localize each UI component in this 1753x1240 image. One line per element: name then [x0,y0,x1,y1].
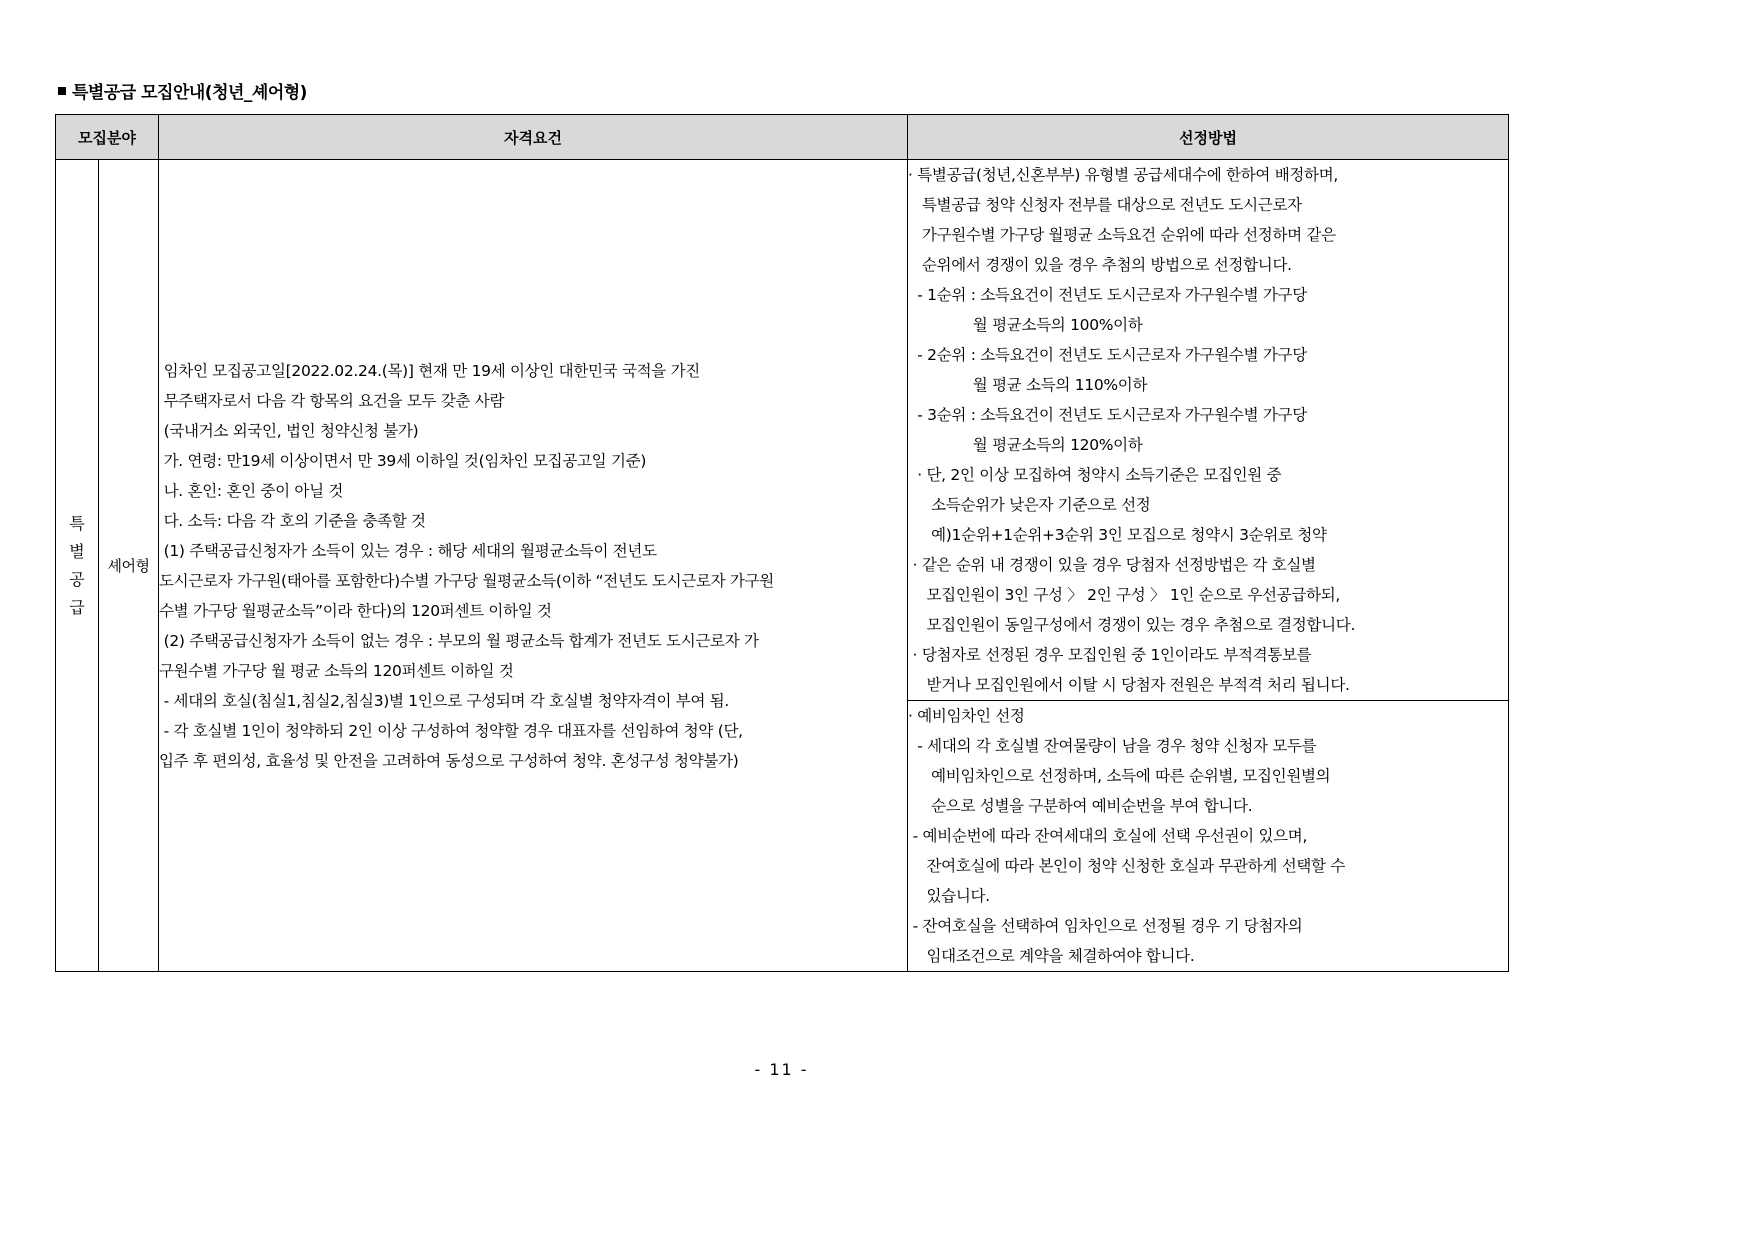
reserve-line: 임대조건으로 계약을 체결하여야 합니다. [908,947,1195,965]
category-vertical-label [56,160,99,972]
qualification-line: (1) 주택공급신청자가 소득이 있는 경우 : 해당 세대의 월평균소득이 전년도 [159,541,657,560]
selection-line: · 단, 2인 이상 모집하여 청약시 소득기준은 모집인원 중 [908,466,1282,484]
selection-line: 받거나 모집인원에서 이탈 시 당첨자 전원은 부적격 처리 됩니다. [908,676,1350,694]
reserve-line: - 예비순번에 따라 잔여세대의 호실에 선택 우선권이 있으며, [908,827,1308,845]
type-cell: 셰어형 [99,160,159,972]
recruitment-table [55,114,1509,972]
qualification-line: 무주택자로서 다음 각 항목의 요건을 모두 갖춘 사람 [159,391,505,410]
category-char: 별 [69,541,85,561]
selection-line: 모집인원이 동일구성에서 경쟁이 있는 경우 추첨으로 결정합니다. [908,616,1356,634]
page-number: - 11 - [754,1060,809,1079]
qualification-line: - 세대의 호실(침실1,침실2,침실3)별 1인으로 구성되며 각 호실별 청약자격이 부여 됨. [159,691,730,710]
reserve-line: 예비임차인으로 선정하며, 소득에 따른 순위별, 모집인원별의 [908,767,1331,785]
qualification-line: (국내거소 외국인, 법인 청약신청 불가) [159,421,419,440]
selection-line: 소득순위가 낮은자 기준으로 선정 [908,496,1151,514]
selection-line: - 2순위 : 소득요건이 전년도 도시근로자 가구원수별 가구당 [908,346,1307,364]
selection-line: 예)1순위+1순위+3순위 3인 모집으로 청약시 3순위로 청약 [908,526,1327,544]
reserve-line: - 잔여호실을 선택하여 임차인으로 선정될 경우 기 당첨자의 [908,917,1303,935]
qualification-line: - 각 호실별 1인이 청약하되 2인 이상 구성하여 청약할 경우 대표자를 선임하여 청약 (단, [159,721,743,740]
reserve-line: · 예비임차인 선정 [908,707,1025,725]
header-category: 모집분야 [56,115,159,160]
qualification-line: 가. 연령: 만19세 이상이면서 만 39세 이하일 것(임차인 모집공고일 기준) [159,451,647,470]
reserve-line: 순으로 성별을 구분하여 예비순번을 부여 합니다. [908,797,1253,815]
selection-line: · 같은 순위 내 경쟁이 있을 경우 당첨자 선정방법은 각 호실별 [908,556,1316,574]
header-selection: 선정방법 [908,115,1509,160]
selection-line: · 특별공급(청년,신혼부부) 유형별 공급세대수에 한하여 배정하며, [908,166,1339,184]
reserve-line: - 세대의 각 호실별 잔여물량이 남을 경우 청약 신청자 모두를 [908,737,1317,755]
qualification-line: 다. 소득: 다음 각 호의 기준을 충족할 것 [159,511,426,530]
selection-line: 특별공급 청약 신청자 전부를 대상으로 전년도 도시근로자 [908,196,1302,214]
selection-line: 월 평균 소득의 110%이하 [908,376,1148,394]
qualification-line: 입주 후 편의성, 효율성 및 안전을 고려하여 동성으로 구성하여 청약. 혼성구성 청약불가) [159,751,739,770]
category-char: 공 [69,569,85,589]
selection-line: · 당첨자로 선정된 경우 모집인원 중 1인이라도 부적격통보를 [908,646,1312,664]
reserve-line: 잔여호실에 따라 본인이 청약 신청한 호실과 무관하게 선택할 수 [908,857,1346,875]
qualification-line: 임차인 모집공고일[2022.02.24.(목)] 현재 만 19세 이상인 대한민국 국적을 가진 [159,361,700,380]
table-header-row [56,115,1509,160]
selection-line: 순위에서 경쟁이 있을 경우 추첨의 방법으로 선정합니다. [908,256,1292,274]
selection-method-cell [908,160,1509,701]
section-heading-text: 특별공급 모집안내(청년_셰어형) [72,83,307,103]
qualification-line: 수별 가구당 월평균소득”이라 한다)의 120퍼센트 이하일 것 [159,601,552,620]
reserve-line: 있습니다. [908,887,990,905]
square-bullet-icon [58,87,66,95]
category-char: 급 [69,597,85,617]
qualification-line: 도시근로자 가구원(태아를 포함한다)수별 가구당 월평균소득(이하 “전년도 도시근로자 가구원 [159,571,774,590]
selection-line: 모집인원이 3인 구성 〉 2인 구성 〉 1인 순으로 우선공급하되, [908,586,1340,604]
category-char: 특 [69,513,85,533]
selection-line: 가구원수별 가구당 월평균 소득요건 순위에 따라 선정하며 같은 [908,226,1336,244]
qualification-line: 나. 혼인: 혼인 중이 아닐 것 [159,481,344,500]
header-qualification: 자격요건 [159,115,908,160]
selection-line: - 3순위 : 소득요건이 전년도 도시근로자 가구원수별 가구당 [908,406,1307,424]
selection-line: 월 평균소득의 120%이하 [908,436,1143,454]
table-row [56,160,1509,701]
qualification-line: 구원수별 가구당 월 평균 소득의 120퍼센트 이하일 것 [159,661,514,680]
qualification-line: (2) 주택공급신청자가 소득이 없는 경우 : 부모의 월 평균소득 합계가 전년도 도시근로자 가 [159,631,759,650]
selection-line: - 1순위 : 소득요건이 전년도 도시근로자 가구원수별 가구당 [908,286,1307,304]
qualification-cell [159,160,908,972]
section-heading [58,78,307,103]
selection-line: 월 평균소득의 100%이하 [908,316,1143,334]
reserve-tenant-cell [908,701,1509,972]
